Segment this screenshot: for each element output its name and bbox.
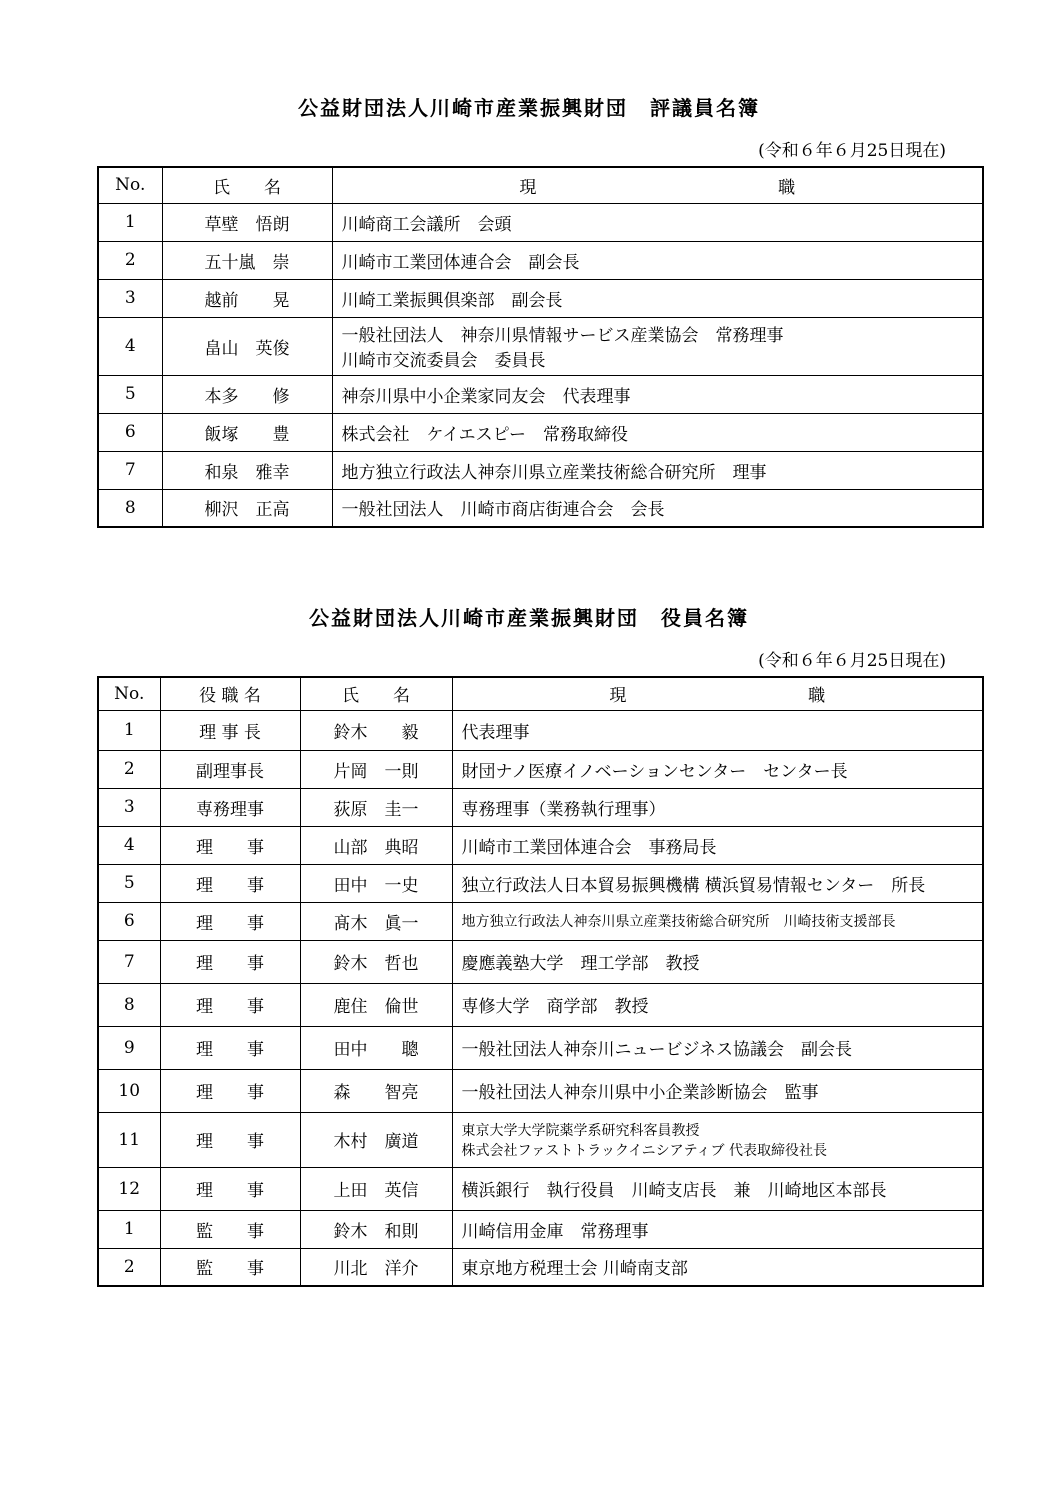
member-name: 田中 一史: [300, 864, 452, 902]
row-number: 8: [98, 983, 160, 1026]
position-line: 川崎工業振興倶楽部 副会長: [341, 290, 563, 311]
table-row: [98, 940, 983, 983]
row-number: 7: [98, 940, 160, 983]
member-name: 草壁 悟朗: [162, 203, 332, 241]
position-line: 川崎市工業団体連合会 副会長: [341, 252, 580, 273]
role-title: 理 事: [160, 902, 300, 940]
position-cell: [452, 1112, 983, 1167]
council-date: (令和６年６月25日現在): [758, 141, 946, 161]
position-line: 代表理事: [461, 722, 530, 743]
position-line: 川崎市交流委員会 委員長: [341, 351, 546, 371]
row-number: 11: [98, 1112, 160, 1167]
row-number: 2: [98, 1248, 160, 1286]
position-cell: [452, 1210, 983, 1248]
member-name: 鈴木 和則: [300, 1210, 452, 1248]
council-header-row: [98, 167, 983, 203]
header-name: 氏 名: [300, 677, 452, 710]
member-name: 越前 晃: [162, 279, 332, 317]
row-number: 8: [98, 489, 162, 527]
role-title: 理 事: [160, 1026, 300, 1069]
position-cell: [452, 788, 983, 826]
position-cell: [332, 489, 983, 527]
position-cell: [332, 451, 983, 489]
row-number: 6: [98, 413, 162, 451]
row-number: 2: [98, 241, 162, 279]
position-cell: [452, 1069, 983, 1112]
table-row: [98, 983, 983, 1026]
row-number: 12: [98, 1167, 160, 1210]
member-name: 鈴木 毅: [300, 710, 452, 750]
position-line: 東京地方税理士会 川崎南支部: [461, 1259, 688, 1280]
table-row: [98, 902, 983, 940]
position-line: 専務理事（業務執行理事）: [461, 799, 666, 820]
table-row: [98, 1069, 983, 1112]
row-number: 3: [98, 788, 160, 826]
member-name: 畠山 英俊: [162, 317, 332, 375]
member-name: 五十嵐 崇: [162, 241, 332, 279]
position-cell: [452, 750, 983, 788]
position-line: 地方独立行政法人神奈川県立産業技術総合研究所 川崎技術支援部長: [461, 914, 896, 930]
table-row: [98, 1248, 983, 1286]
member-name: 荻原 圭一: [300, 788, 452, 826]
member-name: 本多 修: [162, 375, 332, 413]
role-title: 副理事長: [160, 750, 300, 788]
role-title: 理 事: [160, 940, 300, 983]
member-name: 片岡 一則: [300, 750, 452, 788]
role-title: 理 事 長: [160, 710, 300, 750]
position-line: 川崎市工業団体連合会 事務局長: [461, 837, 717, 858]
header-position: 現 職: [332, 167, 983, 203]
position-cell: [452, 826, 983, 864]
position-cell: [452, 1026, 983, 1069]
row-number: 5: [98, 375, 162, 413]
role-title: 理 事: [160, 826, 300, 864]
officer-header-row: [98, 677, 983, 710]
position-line: 慶應義塾大学 理工学部 教授: [461, 954, 700, 974]
table-row: [98, 489, 983, 527]
position-cell: [452, 940, 983, 983]
table-row: [98, 241, 983, 279]
header-position: 現 職: [452, 677, 983, 710]
row-number: 1: [98, 203, 162, 241]
position-cell: [332, 413, 983, 451]
position-cell: [452, 902, 983, 940]
position-line: 川崎商工会議所 会頭: [341, 214, 512, 235]
position-cell: [452, 710, 983, 750]
position-line: 横浜銀行 執行役員 川崎支店長 兼 川崎地区本部長: [461, 1181, 887, 1201]
table-row: [98, 375, 983, 413]
position-cell: [452, 1248, 983, 1286]
officer-title: 公益財団法人川崎市産業振興財団 役員名簿: [309, 606, 749, 630]
table-row: [98, 826, 983, 864]
position-line: 東京大学大学院薬学系研究科客員教授: [461, 1122, 700, 1139]
header-name: 氏 名: [162, 167, 332, 203]
header-role: 役 職 名: [160, 677, 300, 710]
role-title: 理 事: [160, 983, 300, 1026]
position-line: 地方独立行政法人神奈川県立産業技術総合研究所 理事: [341, 462, 767, 483]
position-line: 株式会社ファストトラックイニシアティブ 代表取締役社長: [461, 1142, 828, 1159]
header-no: No.: [98, 167, 162, 203]
table-row: [98, 279, 983, 317]
position-line: 神奈川県中小企業家同友会 代表理事: [341, 386, 631, 407]
row-number: 1: [98, 1210, 160, 1248]
position-cell: [452, 864, 983, 902]
position-line: 一般社団法人 神奈川県情報サービス産業協会 常務理事: [341, 326, 784, 346]
council-table: [97, 166, 984, 528]
position-cell: [452, 1167, 983, 1210]
table-row: [98, 1167, 983, 1210]
row-number: 9: [98, 1026, 160, 1069]
table-row: [98, 451, 983, 489]
role-title: 監 事: [160, 1248, 300, 1286]
position-cell: [332, 241, 983, 279]
table-row: [98, 788, 983, 826]
role-title: 専務理事: [160, 788, 300, 826]
table-row: [98, 1026, 983, 1069]
position-line: 株式会社 ケイエスピー 常務取締役: [341, 424, 628, 445]
row-number: 6: [98, 902, 160, 940]
council-title: 公益財団法人川崎市産業振興財団 評議員名簿: [298, 96, 760, 120]
row-number: 1: [98, 710, 160, 750]
position-cell: [332, 317, 983, 375]
table-row: [98, 1112, 983, 1167]
table-row: [98, 317, 983, 375]
member-name: 和泉 雅幸: [162, 451, 332, 489]
position-line: 独立行政法人日本貿易振興機構 横浜貿易情報センター 所長: [461, 875, 926, 896]
row-number: 10: [98, 1069, 160, 1112]
table-row: [98, 413, 983, 451]
role-title: 理 事: [160, 1167, 300, 1210]
member-name: 飯塚 豊: [162, 413, 332, 451]
table-row: [98, 750, 983, 788]
table-row: [98, 1210, 983, 1248]
row-number: 7: [98, 451, 162, 489]
member-name: 山部 典昭: [300, 826, 452, 864]
table-row: [98, 203, 983, 241]
row-number: 2: [98, 750, 160, 788]
row-number: 3: [98, 279, 162, 317]
member-name: 鈴木 哲也: [300, 940, 452, 983]
position-cell: [332, 203, 983, 241]
position-line: 一般社団法人神奈川県中小企業診断協会 監事: [461, 1083, 819, 1103]
position-line: 財団ナノ医療イノベーションセンター センター長: [461, 761, 848, 782]
member-name: 川北 洋介: [300, 1248, 452, 1286]
officer-table: [97, 676, 984, 1287]
position-line: 川崎信用金庫 常務理事: [461, 1221, 649, 1242]
header-no: No.: [98, 677, 160, 710]
member-name: 鹿住 倫世: [300, 983, 452, 1026]
position-line: 専修大学 商学部 教授: [461, 997, 649, 1017]
position-line: 一般社団法人 川崎市商店街連合会 会長: [341, 500, 665, 521]
member-name: 森 智亮: [300, 1069, 452, 1112]
role-title: 監 事: [160, 1210, 300, 1248]
table-row: [98, 864, 983, 902]
role-title: 理 事: [160, 1112, 300, 1167]
role-title: 理 事: [160, 1069, 300, 1112]
row-number: 4: [98, 317, 162, 375]
member-name: 髙木 眞一: [300, 902, 452, 940]
member-name: 田中 聰: [300, 1026, 452, 1069]
position-cell: [332, 279, 983, 317]
officer-date: (令和６年６月25日現在): [758, 651, 946, 671]
member-name: 上田 英信: [300, 1167, 452, 1210]
row-number: 4: [98, 826, 160, 864]
table-row: [98, 710, 983, 750]
member-name: 柳沢 正高: [162, 489, 332, 527]
position-cell: [332, 375, 983, 413]
row-number: 5: [98, 864, 160, 902]
position-cell: [452, 983, 983, 1026]
member-name: 木村 廣道: [300, 1112, 452, 1167]
role-title: 理 事: [160, 864, 300, 902]
position-line: 一般社団法人神奈川ニュービジネス協議会 副会長: [461, 1040, 852, 1060]
